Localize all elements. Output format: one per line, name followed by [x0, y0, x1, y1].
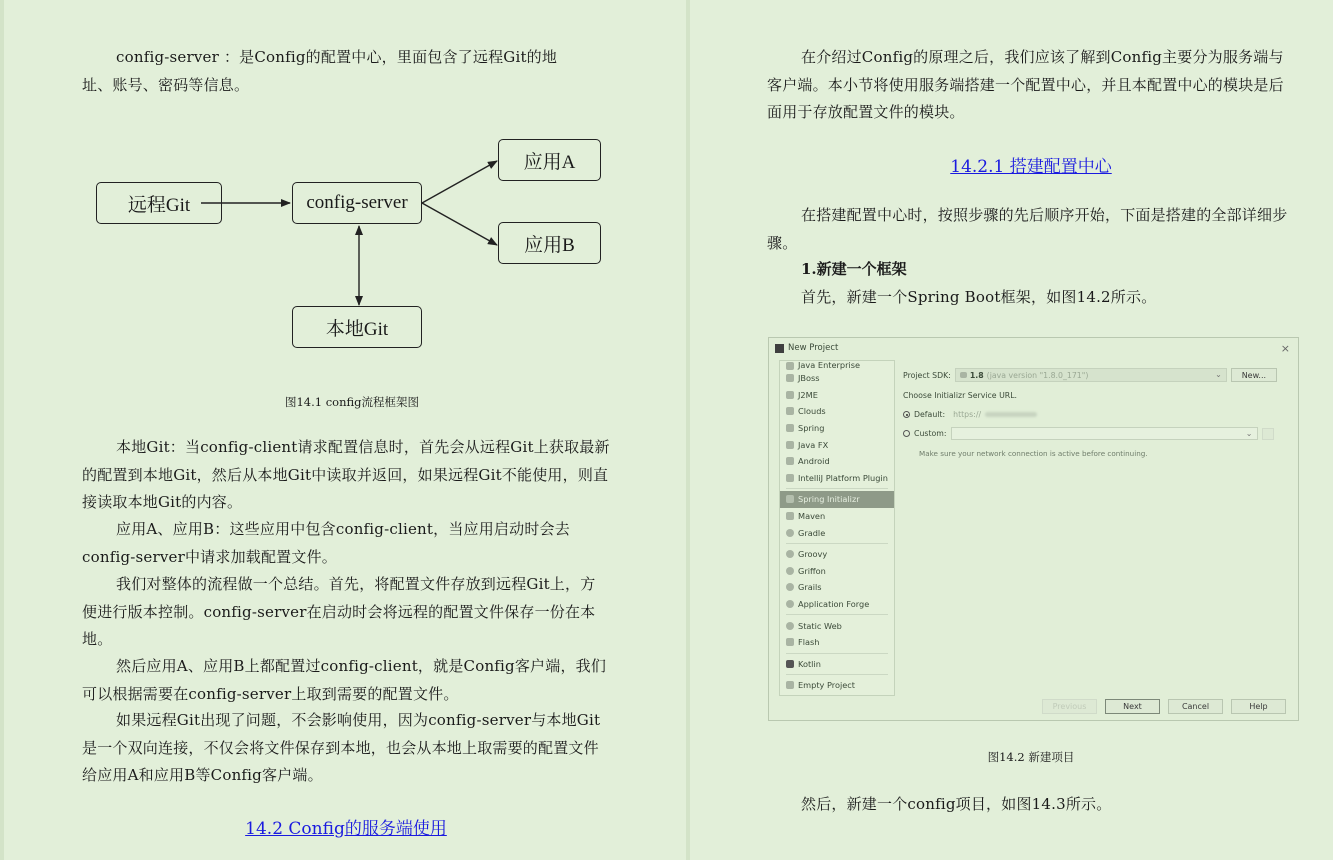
folder-icon [786, 681, 794, 689]
close-icon[interactable]: × [1280, 342, 1290, 355]
sdk-select[interactable] [955, 368, 1227, 382]
paragraph-steps: 在搭建配置中心时，按照步骤的先后顺序开始，下面是搭建的全部详细步骤。 [767, 206, 1288, 252]
forge-icon [786, 600, 794, 608]
j2me-icon [786, 391, 794, 399]
sdk-detail: (java version "1.8.0_171") [986, 370, 1089, 380]
globe-icon [786, 622, 794, 630]
list-item-groovy[interactable] [780, 546, 894, 563]
default-url-row [903, 410, 1037, 419]
maven-icon [786, 512, 794, 520]
list-item-application-forge[interactable] [780, 596, 894, 613]
gradle-icon [786, 529, 794, 537]
custom-radio[interactable] [903, 430, 910, 437]
list-separator [786, 488, 888, 489]
sdk-label: Project SDK: [903, 370, 951, 380]
choose-url-label: Choose Initializr Service URL. [903, 391, 1018, 400]
list-item-label: Java FX [798, 439, 829, 450]
cloud-icon [786, 407, 794, 415]
list-item-label: Grails [798, 582, 822, 593]
jboss-icon [786, 374, 794, 382]
list-item-label: Maven [798, 511, 826, 522]
list-item-spring[interactable] [780, 420, 894, 437]
list-item-label: Groovy [798, 549, 828, 560]
griffon-icon [786, 567, 794, 575]
list-item-label: Kotlin [798, 658, 821, 669]
list-item-label: Java Enterprise [798, 361, 861, 370]
node-local-git: 本地Git [292, 306, 422, 348]
help-button[interactable]: Help [1231, 699, 1286, 714]
node-app-b: 应用B [498, 222, 601, 264]
section-heading-link[interactable]: 14.2 Config的服务端使用 [245, 819, 447, 839]
list-separator [786, 543, 888, 544]
list-separator [786, 614, 888, 615]
spring-initializr-icon [786, 495, 794, 503]
blurred-url [985, 412, 1037, 417]
paragraph-line: 址、账号、密码等信息。 [82, 75, 250, 94]
next-button[interactable]: Next [1105, 699, 1160, 714]
list-item-spring-initializr[interactable] [780, 491, 894, 508]
list-item-android[interactable] [780, 453, 894, 470]
chevron-down-icon: ⌄ [1215, 370, 1222, 379]
default-url: https:// [953, 410, 982, 419]
list-separator [786, 653, 888, 654]
list-item-griffon[interactable] [780, 563, 894, 580]
list-item-label: Gradle [798, 527, 826, 538]
list-item-label: Griffon [798, 565, 826, 576]
list-item-label: Application Forge [798, 599, 870, 610]
list-item-static-web[interactable] [780, 617, 894, 634]
list-item-label: Static Web [798, 620, 842, 631]
dialog-footer [1042, 699, 1286, 714]
list-item-jboss[interactable] [780, 370, 894, 387]
list-item-label: Spring [798, 423, 825, 434]
list-item-gradle[interactable] [780, 524, 894, 541]
list-item-label: IntelliJ Platform Plugin [798, 472, 888, 483]
subsection-heading-link[interactable]: 14.2.1 搭建配置中心 [950, 157, 1112, 177]
list-item-java-enterprise[interactable] [780, 361, 894, 370]
cancel-button[interactable]: Cancel [1168, 699, 1223, 714]
figure-caption: 图14.2 新建项目 [987, 750, 1075, 764]
custom-url-edit-button[interactable] [1262, 428, 1274, 440]
node-remote-git: 远程Git [96, 182, 222, 224]
folder-icon [786, 362, 794, 370]
default-radio[interactable] [903, 411, 910, 418]
config-flow-diagram [92, 135, 607, 355]
list-item-label: Clouds [798, 406, 826, 417]
node-app-a: 应用A [498, 139, 601, 181]
list-item-flash[interactable] [780, 634, 894, 651]
list-item-empty-project[interactable] [780, 677, 894, 694]
list-item-j2me[interactable] [780, 387, 894, 404]
flash-icon [786, 638, 794, 646]
custom-url-input[interactable] [951, 427, 1258, 440]
step-heading: 1.新建一个框架 [801, 260, 907, 278]
list-item-label: Flash [798, 637, 820, 648]
paragraph-config-project: 然后，新建一个config项目，如图14.3所示。 [801, 795, 1112, 813]
paragraph-apps: 应用A、应用B：这些应用中包含config-client，当应用启动时会去config-server中请求加载配置文件。 [82, 520, 570, 566]
paragraph-line: config-server ：是Config的配置中心，里面包含了远程Git的地 [116, 48, 558, 66]
list-item-label: Spring Initializr [798, 494, 860, 505]
paragraph-local-git: 本地Git：当config-client请求配置信息时，首先会从远程Git上获取最新的配置到本地Git，然后从本地Git中读取并返回，如果远程Git不能使用，则直接读取本地Git的内容。 [82, 438, 610, 511]
folder-icon [786, 441, 794, 449]
android-icon [786, 457, 794, 465]
dialog-title [775, 343, 838, 353]
sdk-folder-icon [960, 372, 967, 378]
paragraph-clients: 然后应用A、应用B上都配置过config-client，就是Config客户端，我们可以根据需要在config-server上取到需要的配置文件。 [82, 657, 607, 703]
sdk-version: 1.8 [969, 370, 984, 380]
list-item-label: Empty Project [798, 680, 856, 691]
list-item-clouds[interactable] [780, 403, 894, 420]
node-config-server: config-server [292, 182, 422, 224]
page-divider [686, 0, 690, 860]
default-label: Default: [914, 410, 946, 419]
list-item-label: Android [798, 456, 830, 467]
kotlin-icon [786, 660, 794, 668]
custom-url-row [903, 427, 1274, 440]
grails-icon [786, 583, 794, 591]
plugin-icon [786, 474, 794, 482]
list-item-label: JBoss [798, 373, 820, 384]
paragraph-bidirectional: 如果远程Git出现了问题，不会影响使用，因为config-server与本地Git是一个双向连接，不仅会将文件保存到本地，也会从本地上取需要的配置文件给应用A和应用B等Config客户端。 [82, 711, 601, 784]
list-item-grails[interactable] [780, 579, 894, 596]
network-hint: Make sure your network connection is active before continuing. [919, 449, 1148, 458]
list-item-maven[interactable] [780, 508, 894, 525]
sdk-row [903, 368, 1277, 382]
list-item-kotlin[interactable] [780, 656, 894, 673]
list-separator [786, 674, 888, 675]
paragraph-intro: 在介绍过Config的原理之后，我们应该了解到Config主要分为服务端与客户端。本小节将使用服务端搭建一个配置中心，并且本配置中心的模块是后面用于存放配置文件的模块。 [767, 48, 1284, 121]
list-item-intellij-plugin[interactable] [780, 470, 894, 487]
project-type-list[interactable] [779, 360, 895, 696]
new-project-dialog [768, 337, 1299, 721]
chevron-down-icon: ⌄ [1245, 429, 1253, 438]
spring-leaf-icon [786, 424, 794, 432]
custom-label: Custom: [914, 429, 947, 438]
groovy-icon [786, 550, 794, 558]
intellij-logo-icon [775, 344, 784, 353]
paragraph-config-server [82, 44, 622, 99]
new-sdk-button[interactable]: New... [1231, 368, 1277, 382]
list-item-java-fx[interactable] [780, 436, 894, 453]
paragraph-new-framework: 首先，新建一个Spring Boot框架，如图14.2所示。 [801, 288, 1157, 306]
list-item-label: J2ME [798, 389, 818, 400]
dialog-title-text: New Project [788, 343, 839, 353]
figure-caption: 图14.1 config流程框架图 [284, 395, 420, 409]
previous-button[interactable]: Previous [1042, 699, 1097, 714]
paragraph-summary: 我们对整体的流程做一个总结。首先，将配置文件存放到远程Git上，方便进行版本控制。config-server在启动时会将远程的配置文件保存一份在本地。 [82, 575, 596, 648]
